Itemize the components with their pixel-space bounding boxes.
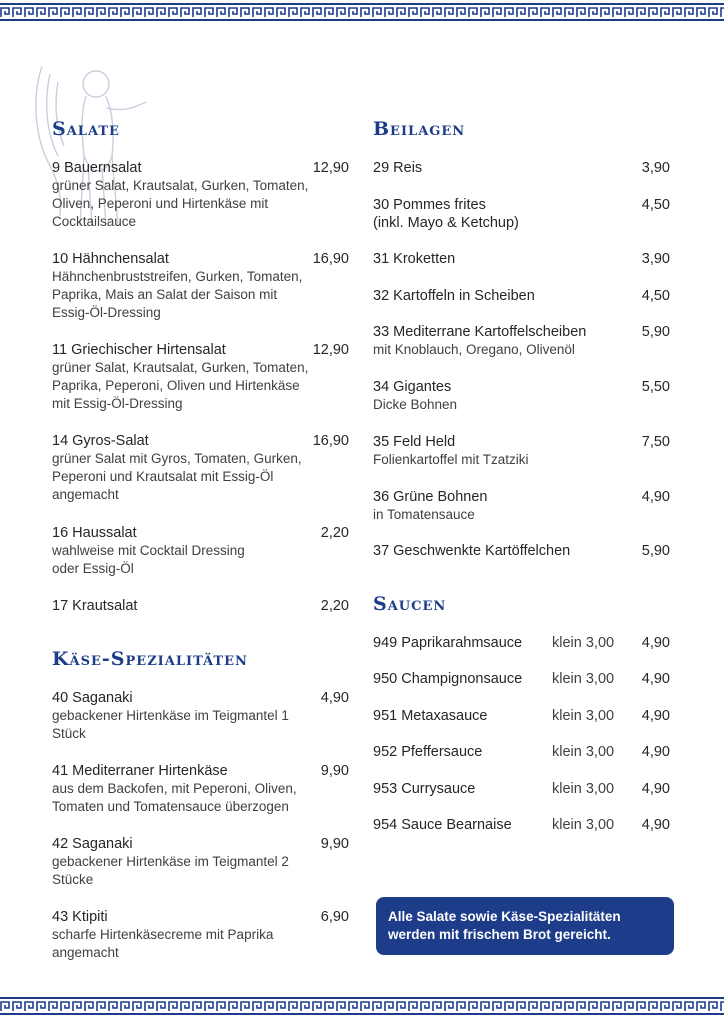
sauce-name: 949 Paprikarahmsauce [373, 635, 523, 651]
sauce-price: 4,90 [641, 635, 670, 651]
item-price: 2,20 [320, 598, 349, 614]
item-name: 41 Mediterraner Hirtenkäse [52, 763, 228, 779]
item-description: aus dem Backofen, mit Peperoni, Oliven, Tomaten und Tomatensauce überzogen [52, 781, 297, 814]
sauce-price: 4,90 [641, 671, 670, 687]
section-heading-saucen: Saucen [373, 593, 447, 615]
item-name: 43 Ktipiti [52, 909, 108, 925]
item-description: in Tomatensauce [373, 507, 475, 522]
menu-item [373, 433, 670, 469]
menu-item [373, 159, 670, 177]
sauce-price: 4,90 [641, 817, 670, 833]
item-description: Dicke Bohnen [373, 397, 458, 412]
item-price: 6,90 [320, 909, 349, 925]
item-price: 16,90 [312, 251, 349, 267]
item-name: 10 Hähnchensalat [52, 251, 169, 267]
menu-item [52, 689, 349, 743]
item-description: gebackener Hirtenkäse im Teigmantel 2 Stücke [52, 854, 289, 887]
sauce-price: 4,90 [641, 708, 670, 724]
item-description: Hähnchenbruststreifen, Gurken, Tomaten, Paprika, Mais an Salat der Saison mit Essig-Öl-Dressing [52, 269, 303, 320]
menu-item [373, 488, 670, 524]
greek-key-border-top [0, 0, 724, 24]
item-name: 16 Haussalat [52, 525, 137, 541]
item-price: 9,90 [320, 763, 349, 779]
item-name: 33 Mediterrane Kartoffelscheiben [373, 324, 587, 340]
menu-item [52, 835, 349, 889]
sauce-small-price: klein 3,00 [552, 744, 615, 760]
menu-item [52, 762, 349, 816]
menu-item [52, 597, 349, 615]
sauce-small-price: klein 3,00 [552, 635, 615, 651]
item-name: 17 Krautsalat [52, 598, 138, 614]
item-price: 12,90 [312, 160, 349, 176]
item-name: 14 Gyros-Salat [52, 433, 149, 449]
item-name: 34 Gigantes [373, 379, 452, 395]
notice-line-1: Alle Salate sowie Käse-Spezialitäten [388, 909, 621, 924]
section-heading-salate: Salate [52, 118, 120, 140]
sauce-small-price: klein 3,00 [552, 781, 615, 797]
sauce-price: 4,90 [641, 744, 670, 760]
sauce-name: 954 Sauce Bearnaise [373, 817, 512, 833]
item-price: 4,50 [641, 197, 670, 213]
menu-item [52, 159, 349, 231]
item-name: 40 Saganaki [52, 690, 133, 706]
item-name: 35 Feld Held [373, 434, 456, 450]
greek-key-border-bottom [0, 994, 724, 1018]
item-description: grüner Salat, Krautsalat, Gurken, Tomaten, Oliven, Peperoni und Hirtenkäse mit Cocktailsauce [52, 178, 309, 229]
item-price: 7,50 [641, 434, 670, 450]
item-name: 9 Bauernsalat [52, 160, 142, 176]
item-description: Folienkartoffel mit Tzatziki [373, 452, 529, 467]
item-name: 31 Kroketten [373, 251, 456, 267]
bread-notice-box [376, 897, 674, 955]
item-description: grüner Salat, Krautsalat, Gurken, Tomaten, Paprika, Peperoni, Oliven und Hirtenkäse mit Essig-Öl-Dressing [52, 360, 309, 411]
menu-item [373, 196, 670, 232]
item-description: wahlweise mit Cocktail Dressing oder Essig-Öl [52, 543, 245, 576]
item-name: 42 Saganaki [52, 836, 133, 852]
item-price: 3,90 [641, 251, 670, 267]
menu-item [373, 378, 670, 414]
item-name: 36 Grüne Bohnen [373, 489, 488, 505]
sauce-name: 952 Pfeffersauce [373, 744, 483, 760]
menu-item [52, 908, 349, 962]
item-price: 3,90 [641, 160, 670, 176]
sauce-small-price: klein 3,00 [552, 817, 615, 833]
menu-item [52, 250, 349, 322]
sauce-name: 951 Metaxasauce [373, 708, 488, 724]
item-name: 37 Geschwenkte Kartöffelchen [373, 543, 571, 559]
sauce-small-price: klein 3,00 [552, 671, 615, 687]
menu-item [52, 524, 349, 578]
item-price: 5,90 [641, 543, 670, 559]
item-name: 30 Pommes frites [373, 197, 486, 213]
item-name: 32 Kartoffeln in Scheiben [373, 288, 535, 304]
item-name: 11 Griechischer Hirtensalat [52, 342, 226, 358]
notice-line-2: werden mit frischem Brot gereicht. [388, 927, 611, 942]
item-name: 29 Reis [373, 160, 423, 176]
sauce-small-price: klein 3,00 [552, 708, 615, 724]
section-heading-kaese: Käse-Spezialitäten [52, 648, 248, 670]
item-price: 5,50 [641, 379, 670, 395]
sauce-price: 4,90 [641, 781, 670, 797]
item-price: 16,90 [312, 433, 349, 449]
item-description: mit Knoblauch, Oregano, Olivenöl [373, 342, 575, 357]
sauce-name: 953 Currysauce [373, 781, 476, 797]
section-heading-beilagen: Beilagen [373, 118, 466, 140]
item-price: 4,50 [641, 288, 670, 304]
menu-item [373, 287, 670, 305]
item-description: scharfe Hirtenkäsecreme mit Paprika angemacht [52, 927, 274, 960]
item-price: 4,90 [641, 489, 670, 505]
item-price: 5,90 [641, 324, 670, 340]
item-price: 9,90 [320, 836, 349, 852]
sauce-name: 950 Champignonsauce [373, 671, 523, 687]
menu-item [52, 432, 349, 504]
item-price: 2,20 [320, 525, 349, 541]
item-description: grüner Salat mit Gyros, Tomaten, Gurken, Peperoni und Krautsalat mit Essig-Öl angemacht [52, 451, 302, 502]
item-description: gebackener Hirtenkäse im Teigmantel 1 Stück [52, 708, 289, 741]
menu-item [373, 542, 670, 560]
menu-item [52, 341, 349, 413]
menu-item [373, 323, 670, 359]
item-name-line2: (inkl. Mayo & Ketchup) [373, 215, 519, 231]
item-price: 12,90 [312, 342, 349, 358]
item-price: 4,90 [320, 690, 349, 706]
menu-item [373, 250, 670, 268]
